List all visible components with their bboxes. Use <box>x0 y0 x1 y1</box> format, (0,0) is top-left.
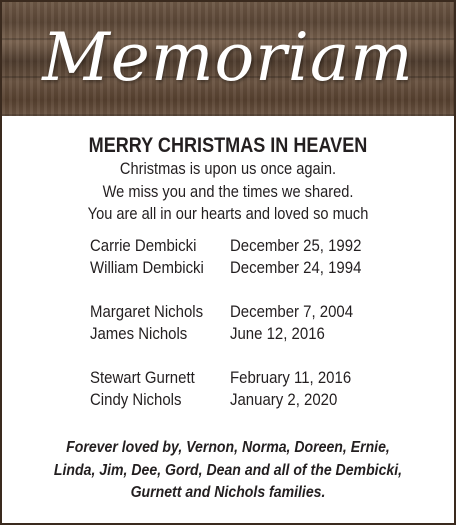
tribute-line: Linda, Jim, Dee, Gord, Dean and all of the Dembicki, <box>53 461 403 479</box>
name-row <box>90 301 379 323</box>
name-row <box>90 323 379 345</box>
person-name: Cindy Nichols <box>90 390 182 409</box>
family-group <box>90 235 379 279</box>
verse-line: Christmas is upon us once again. <box>119 159 337 178</box>
notice-heading: MERRY CHRISTMAS IN HEAVEN <box>88 134 368 157</box>
wood-banner <box>2 2 454 116</box>
verse-line: You are all in our hearts and loved so much <box>87 204 369 223</box>
name-row <box>90 235 379 257</box>
death-date: February 11, 2016 <box>230 368 352 387</box>
death-date: December 7, 2004 <box>230 302 354 321</box>
tribute-line: Gurnett and Nichols families. <box>130 484 326 501</box>
death-date: January 2, 2020 <box>230 390 338 409</box>
death-date: December 24, 1994 <box>230 258 362 277</box>
person-name: Stewart Gurnett <box>90 368 195 387</box>
person-name: William Dembicki <box>90 258 204 277</box>
death-date: December 25, 1992 <box>230 236 362 255</box>
name-row <box>90 257 379 279</box>
verse-line: We miss you and the times we shared. <box>102 181 354 201</box>
person-name: James Nichols <box>90 324 188 343</box>
name-row <box>90 389 379 411</box>
family-group <box>90 301 379 345</box>
verse <box>2 158 454 226</box>
death-date: June 12, 2016 <box>230 324 325 343</box>
names-list <box>90 235 379 433</box>
family-group <box>90 367 379 411</box>
tribute-line: Forever loved by, Vernon, Norma, Doreen, Ernie, <box>66 439 390 456</box>
family-tribute <box>2 437 454 505</box>
person-name: Carrie Dembicki <box>90 236 197 255</box>
name-row <box>90 367 379 389</box>
person-name: Margaret Nichols <box>90 302 204 321</box>
banner-title: Memoriam <box>42 19 414 96</box>
